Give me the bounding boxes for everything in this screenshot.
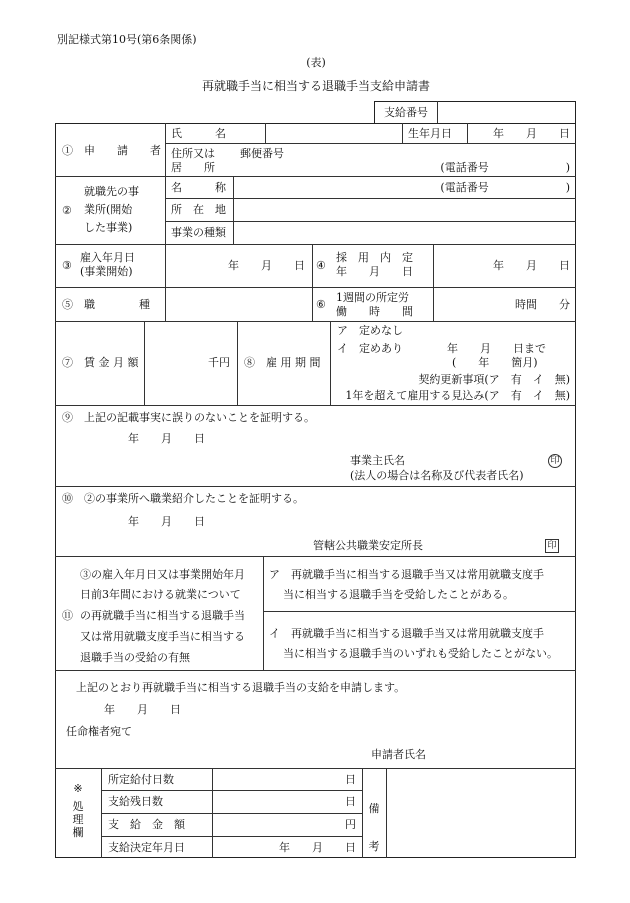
prior-receipt-question-2: 日前3年間における就業について <box>80 588 241 601</box>
over-one-year[interactable]: 1年を超えて雇用する見込み(ア 有 イ 無) <box>345 389 570 402</box>
employer-name-label: 名 称 <box>171 181 226 194</box>
prior-receipt-option-b-line1[interactable]: イ 再就職手当に相当する退職手当又は常用就職支度手 <box>269 627 544 640</box>
applicant-name-field[interactable] <box>440 744 572 764</box>
employer-cert-date[interactable]: 年 月 日 <box>128 432 205 445</box>
processing-row-label-1: 所定給付日数 <box>108 773 174 786</box>
office-signer-label: 管轄公共職業安定所長 <box>313 539 423 552</box>
processing-row-unit-1[interactable]: 日 <box>345 773 356 786</box>
period-months[interactable]: ( 年 箇月) <box>452 356 538 369</box>
wage-label: ⑦ 賃 金 月 額 <box>62 356 139 369</box>
hire-date-label-line2: (事業開始) <box>80 265 133 278</box>
postal-code-field[interactable]: 郵便番号 <box>240 147 284 160</box>
location-label: 所 在 地 <box>171 203 226 216</box>
processing-row-unit-2[interactable]: 日 <box>345 795 356 808</box>
prior-receipt-question-3: の再就職手当に相当する退職手当 <box>80 609 245 622</box>
business-type-label: 事業の種類 <box>171 226 226 239</box>
remarks-label: 備考 <box>368 802 380 853</box>
dob-label: 生年月日 <box>408 127 452 140</box>
applicant-name-label: 申請者氏名 <box>371 748 426 761</box>
application-date[interactable]: 年 月 日 <box>104 703 181 716</box>
occupation-label: ⑤ 職 種 <box>62 298 150 311</box>
hire-date-field[interactable]: 年 月 日 <box>228 259 305 272</box>
adoption-date-num: ④ <box>316 259 326 272</box>
contract-renewal[interactable]: 契約更新事項(ア 有 イ 無) <box>418 373 570 386</box>
employer-section-line2: 業所(開始 <box>84 203 133 216</box>
location-field[interactable] <box>236 200 574 219</box>
employer-cert-statement: ⑨ 上記の記載事実に誤りのないことを証明する。 <box>62 411 315 424</box>
occupation-field[interactable] <box>168 290 310 319</box>
processing-row-unit-4[interactable]: 年 月 日 <box>279 841 356 854</box>
application-statement: 上記のとおり再就職手当に相当する退職手当の支給を申請します。 <box>76 681 406 694</box>
adoption-date-label-line1: 採 用 内 定 <box>336 251 413 264</box>
prior-receipt-question-4: 又は常用就職支度手当に相当する <box>80 630 245 643</box>
form-title: 再就職手当に相当する退職手当支給申請書 <box>201 79 431 93</box>
work-hours-label-line2: 働 時 間 <box>336 305 413 318</box>
employer-signer-note: (法人の場合は名称及び代表者氏名) <box>350 469 524 482</box>
addressee: 任命権者宛て <box>66 725 132 738</box>
form-side: (表) <box>306 56 326 69</box>
form-id: 別記様式第10号(第6条関係) <box>57 33 197 46</box>
applicant-phone-field[interactable]: (電話番号 ) <box>440 161 570 174</box>
employer-phone-field[interactable]: (電話番号 ) <box>440 181 570 194</box>
employer-seal: 印 <box>548 454 562 468</box>
processing-mark: ※ <box>73 782 83 795</box>
work-hours-num: ⑥ <box>316 298 326 311</box>
name-field[interactable] <box>268 125 400 142</box>
office-seal: 印 <box>545 539 559 553</box>
applicant-section-label: ① 申 請 者 <box>62 144 161 157</box>
adoption-date-label-line2: 年 月 日 <box>336 265 413 278</box>
prior-receipt-option-a-line2: 当に相当する退職手当を受給したことがある。 <box>283 588 514 601</box>
payment-number-label: 支給番号 <box>384 106 428 119</box>
employment-period-label: ⑧ 雇 用 期 間 <box>244 356 321 369</box>
employer-section-line3: した事業) <box>84 221 133 234</box>
adoption-date-field[interactable]: 年 月 日 <box>493 259 570 272</box>
employer-signer-label: 事業主氏名 <box>350 454 405 467</box>
name-label: 氏 名 <box>171 127 226 140</box>
processing-row-unit-3[interactable]: 円 <box>345 818 356 831</box>
employer-section-num: ② <box>62 204 72 217</box>
prior-receipt-question-1: ③の雇入年月日又は事業開始年月 <box>80 568 245 581</box>
employer-section-line1: 就職先の事 <box>84 185 139 198</box>
processing-row-label-2: 支給残日数 <box>108 795 163 808</box>
dob-field[interactable]: 年 月 日 <box>493 127 570 140</box>
office-cert-statement: ⑩ ②の事業所へ職業紹介したことを証明する。 <box>62 492 304 505</box>
wage-field[interactable]: 千円 <box>208 356 230 369</box>
business-type-field[interactable] <box>236 223 574 242</box>
period-option-fixed[interactable]: イ 定めあり 年 月 日まで <box>337 342 546 355</box>
payment-number-field[interactable] <box>440 103 574 122</box>
address-label-line2: 居 所 <box>171 161 215 174</box>
prior-receipt-question-5: 退職手当の受給の有無 <box>80 651 190 664</box>
work-hours-field[interactable]: 時間 分 <box>515 298 570 311</box>
address-label-line1: 住所又は <box>171 147 215 160</box>
prior-receipt-option-a-line1[interactable]: ア 再就職手当に相当する退職手当又は常用就職支度手 <box>269 568 544 581</box>
processing-row-label-3: 支 給 金 額 <box>108 818 185 831</box>
work-hours-label-line1: 1週間の所定労 <box>336 291 409 304</box>
processing-label: 処理欄 <box>72 800 84 839</box>
hire-date-label-line1: 雇入年月日 <box>80 251 135 264</box>
prior-receipt-num: ⑪ <box>62 609 73 622</box>
office-cert-date[interactable]: 年 月 日 <box>128 515 205 528</box>
remarks-field[interactable] <box>389 771 573 855</box>
period-option-none[interactable]: ア 定めなし <box>337 324 403 337</box>
processing-row-label-4: 支給決定年月日 <box>108 841 185 854</box>
hire-date-num: ③ <box>62 259 72 272</box>
prior-receipt-option-b-line2: 当に相当する退職手当のいずれも受給したことがない。 <box>283 647 558 660</box>
